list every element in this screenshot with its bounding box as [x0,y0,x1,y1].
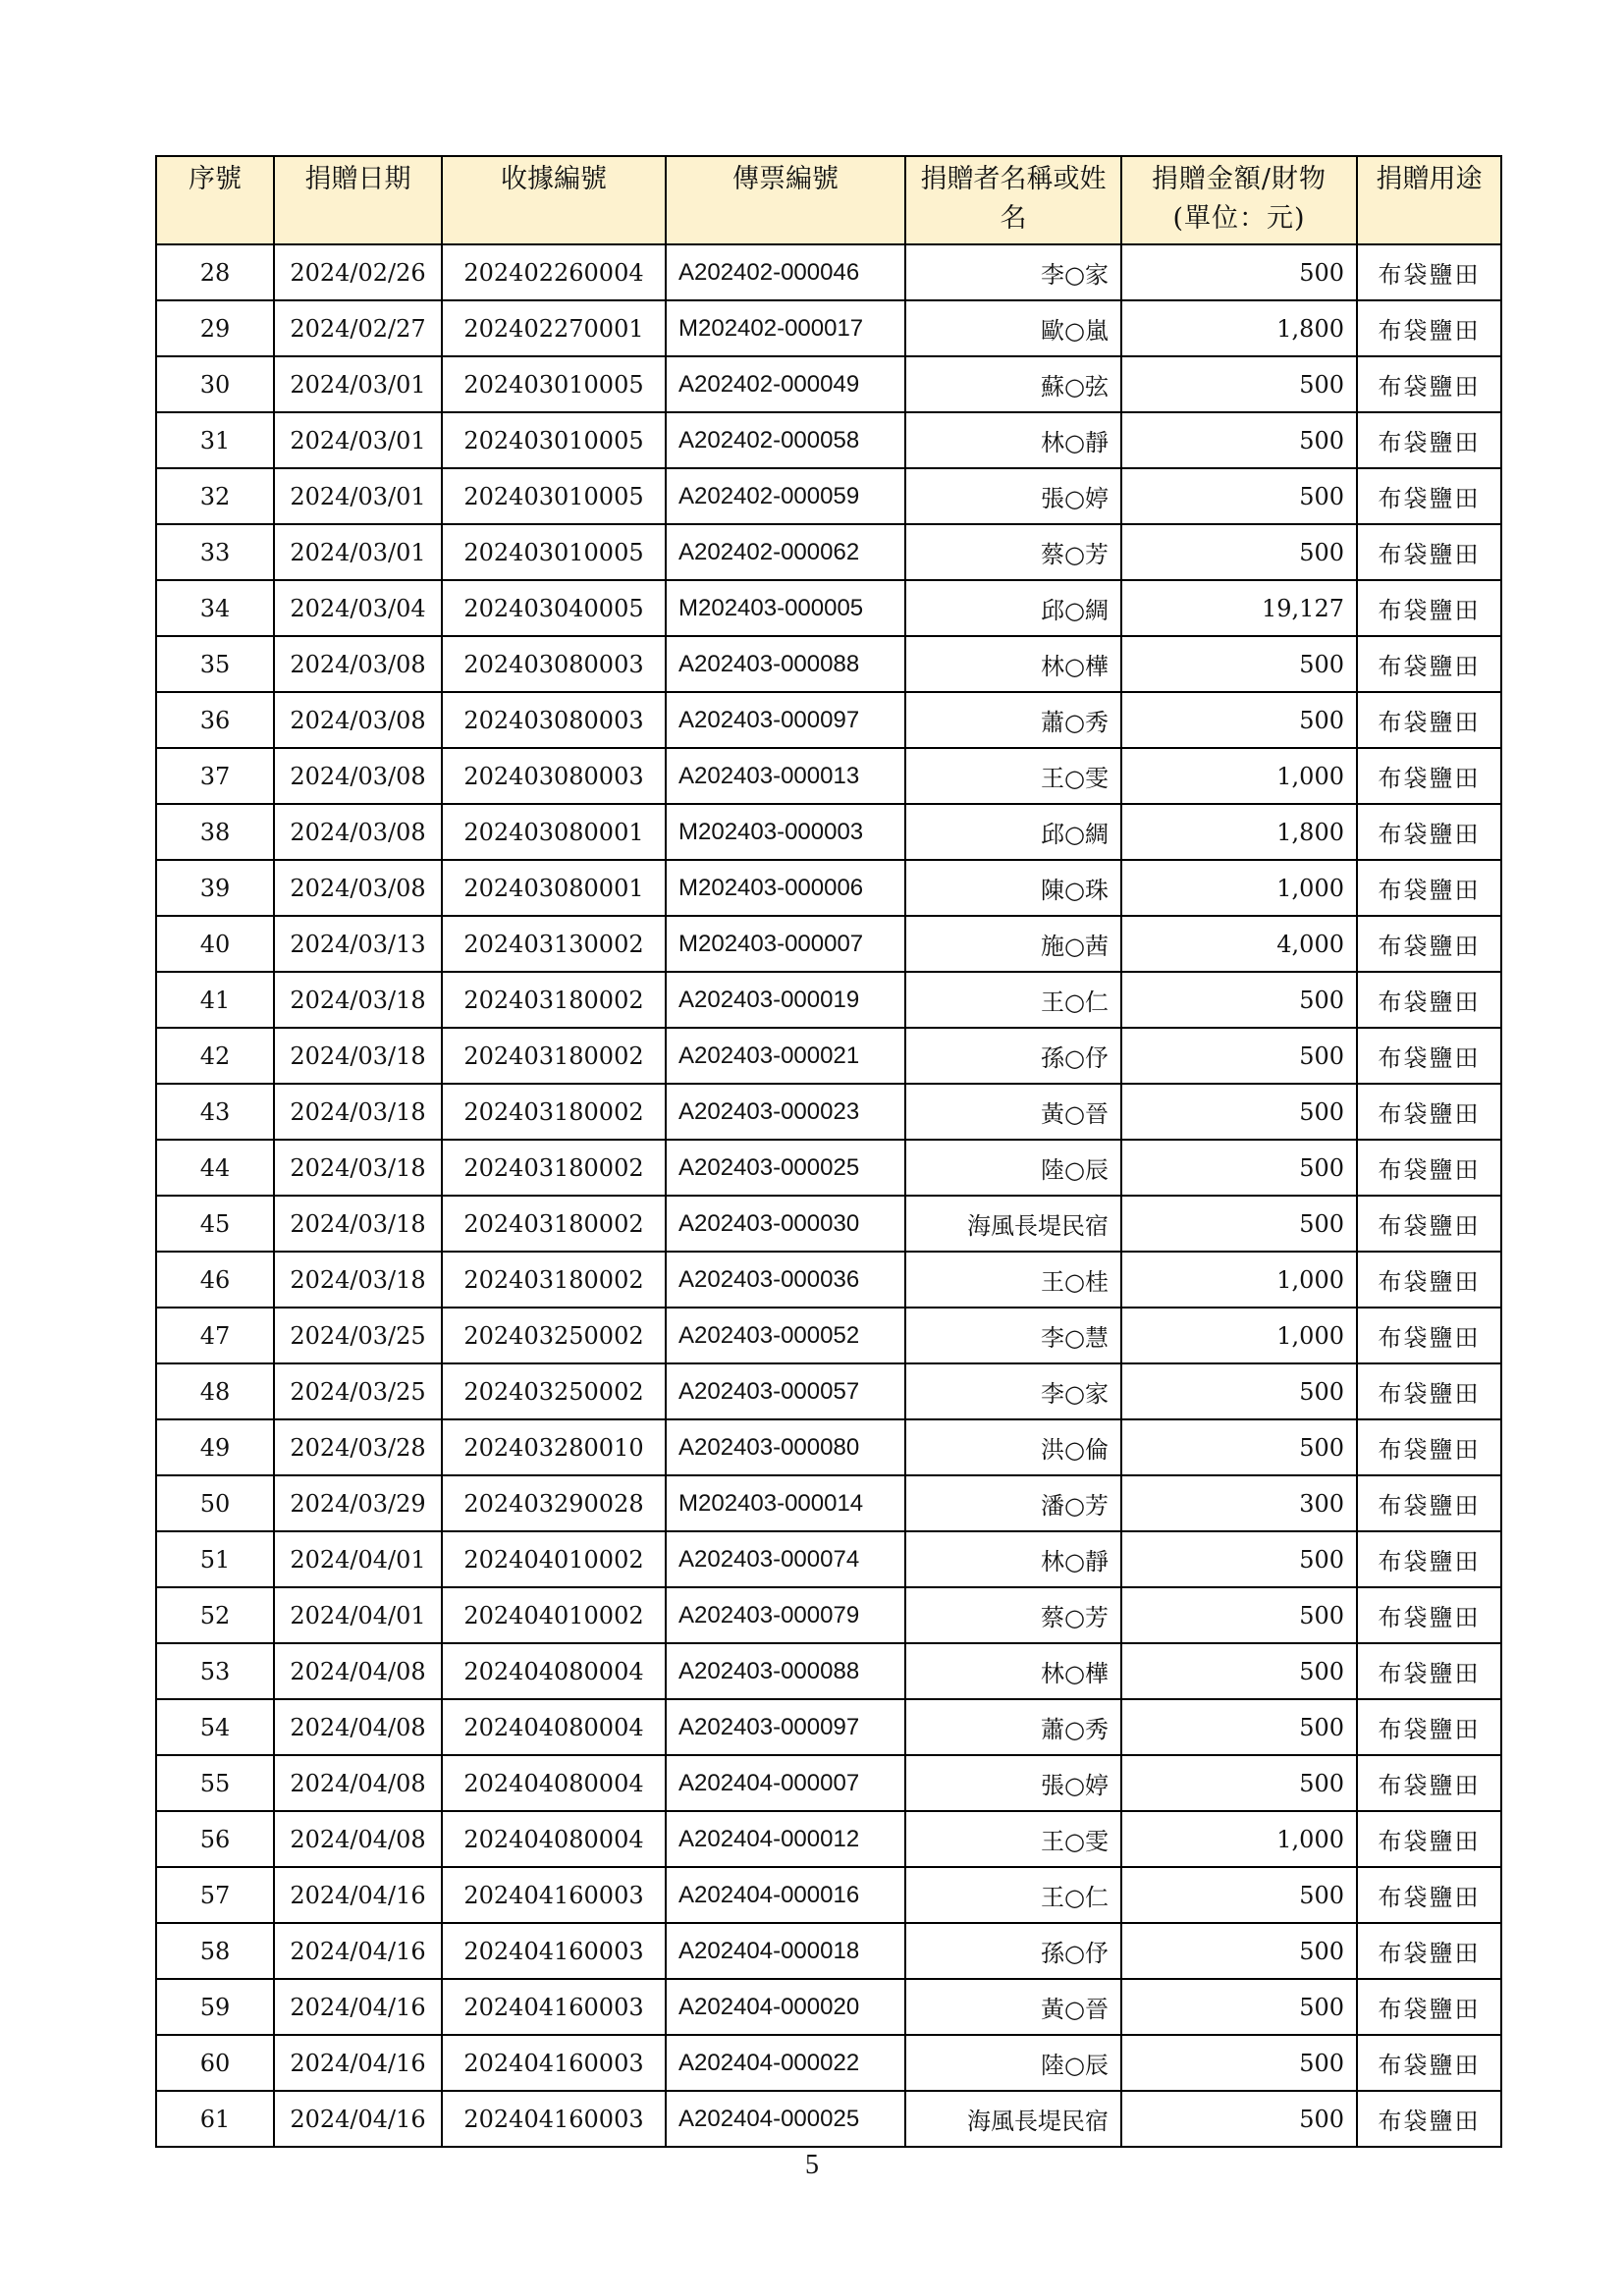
cell-receipt-number: 202403180002 [442,1252,666,1308]
cell-voucher-number: A202403-000088 [666,636,905,692]
cell-seq: 38 [156,804,274,860]
cell-receipt-number: 202403080001 [442,804,666,860]
cell-amount: 500 [1121,468,1357,524]
cell-usage: 布袋鹽田 [1357,804,1501,860]
table-row [156,1196,1501,1252]
table-row [156,1308,1501,1363]
cell-seq: 33 [156,524,274,580]
cell-seq: 29 [156,300,274,356]
cell-date: 2024/03/28 [274,1419,442,1475]
cell-usage: 布袋鹽田 [1357,1475,1501,1531]
cell-date: 2024/04/08 [274,1699,442,1755]
cell-voucher-number: M202403-000005 [666,580,905,636]
cell-voucher-number: A202404-000020 [666,1979,905,2035]
cell-voucher-number: A202403-000074 [666,1531,905,1587]
cell-date: 2024/02/26 [274,244,442,300]
cell-amount: 500 [1121,244,1357,300]
cell-date: 2024/04/16 [274,1923,442,1979]
donation-table [155,155,1502,2148]
table-row [156,300,1501,356]
table-row [156,580,1501,636]
cell-receipt-number: 202404160003 [442,1979,666,2035]
cell-voucher-number: A202404-000025 [666,2091,905,2147]
cell-seq: 47 [156,1308,274,1363]
header-voucher-number: 傳票編號 [666,156,905,244]
cell-receipt-number: 202403180002 [442,1028,666,1084]
cell-amount: 500 [1121,524,1357,580]
cell-seq: 42 [156,1028,274,1084]
cell-donor-name: 海風長堤民宿 [905,2091,1121,2147]
cell-seq: 41 [156,972,274,1028]
cell-amount: 500 [1121,1084,1357,1140]
cell-amount: 4,000 [1121,916,1357,972]
table-row [156,1475,1501,1531]
cell-seq: 37 [156,748,274,804]
table-row [156,2091,1501,2147]
table-row [156,1028,1501,1084]
table-row [156,636,1501,692]
cell-amount: 500 [1121,636,1357,692]
cell-receipt-number: 202403250002 [442,1308,666,1363]
table-row [156,1252,1501,1308]
cell-date: 2024/04/16 [274,1979,442,2035]
table-row [156,804,1501,860]
cell-receipt-number: 202402260004 [442,244,666,300]
cell-donor-name: 張○婷 [905,468,1121,524]
cell-donor-name: 潘○芳 [905,1475,1121,1531]
cell-usage: 布袋鹽田 [1357,1084,1501,1140]
cell-usage: 布袋鹽田 [1357,1867,1501,1923]
cell-usage: 布袋鹽田 [1357,580,1501,636]
cell-amount: 1,000 [1121,1811,1357,1867]
cell-seq: 48 [156,1363,274,1419]
cell-date: 2024/03/08 [274,636,442,692]
cell-amount: 500 [1121,692,1357,748]
cell-receipt-number: 202403010005 [442,524,666,580]
cell-usage: 布袋鹽田 [1357,1587,1501,1643]
cell-receipt-number: 202404160003 [442,2091,666,2147]
cell-usage: 布袋鹽田 [1357,860,1501,916]
cell-date: 2024/03/01 [274,412,442,468]
cell-donor-name: 施○茜 [905,916,1121,972]
cell-seq: 44 [156,1140,274,1196]
cell-donor-name: 海風長堤民宿 [905,1196,1121,1252]
cell-date: 2024/03/08 [274,804,442,860]
cell-voucher-number: A202402-000046 [666,244,905,300]
cell-usage: 布袋鹽田 [1357,412,1501,468]
cell-donor-name: 陳○珠 [905,860,1121,916]
cell-usage: 布袋鹽田 [1357,748,1501,804]
cell-donor-name: 邱○綢 [905,580,1121,636]
cell-receipt-number: 202404010002 [442,1587,666,1643]
cell-seq: 54 [156,1699,274,1755]
cell-usage: 布袋鹽田 [1357,1363,1501,1419]
cell-seq: 43 [156,1084,274,1140]
cell-amount: 1,800 [1121,804,1357,860]
table-row [156,1755,1501,1811]
cell-donor-name: 黃○晉 [905,1084,1121,1140]
cell-amount: 500 [1121,1755,1357,1811]
table-row [156,1419,1501,1475]
header-donor-name: 捐贈者名稱或姓名 [905,156,1121,244]
table-row [156,1699,1501,1755]
cell-donor-name: 歐○嵐 [905,300,1121,356]
cell-receipt-number: 202403080001 [442,860,666,916]
cell-seq: 52 [156,1587,274,1643]
cell-seq: 35 [156,636,274,692]
cell-seq: 32 [156,468,274,524]
cell-date: 2024/03/04 [274,580,442,636]
cell-voucher-number: A202403-000025 [666,1140,905,1196]
cell-donor-name: 李○家 [905,244,1121,300]
cell-date: 2024/03/29 [274,1475,442,1531]
cell-usage: 布袋鹽田 [1357,468,1501,524]
cell-donor-name: 李○家 [905,1363,1121,1419]
cell-seq: 31 [156,412,274,468]
cell-amount: 500 [1121,972,1357,1028]
cell-amount: 500 [1121,1140,1357,1196]
cell-voucher-number: A202403-000021 [666,1028,905,1084]
cell-receipt-number: 202403010005 [442,468,666,524]
cell-voucher-number: A202403-000023 [666,1084,905,1140]
cell-usage: 布袋鹽田 [1357,1196,1501,1252]
cell-date: 2024/04/16 [274,2091,442,2147]
cell-receipt-number: 202404160003 [442,1867,666,1923]
cell-receipt-number: 202403040005 [442,580,666,636]
cell-seq: 58 [156,1923,274,1979]
cell-usage: 布袋鹽田 [1357,356,1501,412]
table-row [156,524,1501,580]
cell-seq: 34 [156,580,274,636]
cell-date: 2024/03/18 [274,1252,442,1308]
cell-date: 2024/04/08 [274,1755,442,1811]
cell-voucher-number: A202403-000036 [666,1252,905,1308]
cell-donor-name: 張○婷 [905,1755,1121,1811]
cell-voucher-number: A202404-000007 [666,1755,905,1811]
cell-receipt-number: 202404080004 [442,1811,666,1867]
cell-date: 2024/03/01 [274,468,442,524]
cell-usage: 布袋鹽田 [1357,2035,1501,2091]
cell-amount: 500 [1121,1419,1357,1475]
cell-donor-name: 林○樺 [905,1643,1121,1699]
table-row [156,1084,1501,1140]
header-amount: 捐贈金額/財物(單位：元) [1121,156,1357,244]
table-header [156,156,1501,244]
cell-donor-name: 王○雯 [905,1811,1121,1867]
cell-receipt-number: 202403010005 [442,412,666,468]
cell-donor-name: 林○靜 [905,412,1121,468]
cell-amount: 300 [1121,1475,1357,1531]
cell-receipt-number: 202403010005 [442,356,666,412]
cell-voucher-number: A202403-000019 [666,972,905,1028]
cell-receipt-number: 202403080003 [442,692,666,748]
cell-date: 2024/03/18 [274,1140,442,1196]
cell-donor-name: 蕭○秀 [905,692,1121,748]
cell-usage: 布袋鹽田 [1357,2091,1501,2147]
cell-voucher-number: A202403-000057 [666,1363,905,1419]
cell-usage: 布袋鹽田 [1357,300,1501,356]
cell-date: 2024/04/16 [274,1867,442,1923]
table-row [156,972,1501,1028]
cell-donor-name: 李○慧 [905,1308,1121,1363]
cell-date: 2024/04/01 [274,1531,442,1587]
cell-seq: 28 [156,244,274,300]
cell-usage: 布袋鹽田 [1357,244,1501,300]
cell-usage: 布袋鹽田 [1357,972,1501,1028]
cell-donor-name: 洪○倫 [905,1419,1121,1475]
header-date: 捐贈日期 [274,156,442,244]
cell-receipt-number: 202403180002 [442,972,666,1028]
cell-amount: 1,000 [1121,748,1357,804]
cell-date: 2024/03/18 [274,1028,442,1084]
cell-usage: 布袋鹽田 [1357,524,1501,580]
cell-receipt-number: 202403080003 [442,748,666,804]
cell-amount: 500 [1121,1363,1357,1419]
cell-seq: 45 [156,1196,274,1252]
cell-voucher-number: A202403-000079 [666,1587,905,1643]
table-row [156,1811,1501,1867]
table-row [156,1979,1501,2035]
cell-donor-name: 蔡○芳 [905,1587,1121,1643]
cell-amount: 500 [1121,2035,1357,2091]
header-usage: 捐贈用途 [1357,156,1501,244]
table-row [156,1587,1501,1643]
cell-voucher-number: A202404-000012 [666,1811,905,1867]
cell-receipt-number: 202404080004 [442,1755,666,1811]
cell-receipt-number: 202404080004 [442,1643,666,1699]
cell-usage: 布袋鹽田 [1357,1643,1501,1699]
table-row [156,1923,1501,1979]
cell-amount: 500 [1121,412,1357,468]
cell-voucher-number: A202404-000018 [666,1923,905,1979]
cell-amount: 500 [1121,356,1357,412]
cell-seq: 40 [156,916,274,972]
cell-voucher-number: M202403-000003 [666,804,905,860]
cell-date: 2024/03/08 [274,692,442,748]
cell-seq: 61 [156,2091,274,2147]
cell-voucher-number: M202402-000017 [666,300,905,356]
table-row [156,356,1501,412]
page-number: 5 [805,2150,819,2180]
cell-usage: 布袋鹽田 [1357,1755,1501,1811]
cell-donor-name: 蘇○弦 [905,356,1121,412]
cell-seq: 60 [156,2035,274,2091]
cell-donor-name: 林○靜 [905,1531,1121,1587]
cell-receipt-number: 202404160003 [442,2035,666,2091]
cell-receipt-number: 202403180002 [442,1196,666,1252]
cell-date: 2024/04/16 [274,2035,442,2091]
cell-donor-name: 黃○晉 [905,1979,1121,2035]
cell-date: 2024/03/08 [274,748,442,804]
cell-seq: 39 [156,860,274,916]
cell-usage: 布袋鹽田 [1357,1699,1501,1755]
cell-amount: 19,127 [1121,580,1357,636]
cell-receipt-number: 202403180002 [442,1084,666,1140]
cell-date: 2024/04/08 [274,1643,442,1699]
cell-usage: 布袋鹽田 [1357,1531,1501,1587]
cell-usage: 布袋鹽田 [1357,1028,1501,1084]
cell-amount: 500 [1121,1587,1357,1643]
cell-donor-name: 王○仁 [905,972,1121,1028]
cell-usage: 布袋鹽田 [1357,1419,1501,1475]
cell-donor-name: 王○仁 [905,1867,1121,1923]
cell-date: 2024/04/01 [274,1587,442,1643]
header-seq: 序號 [156,156,274,244]
cell-voucher-number: A202403-000097 [666,692,905,748]
cell-date: 2024/03/25 [274,1308,442,1363]
cell-receipt-number: 202402270001 [442,300,666,356]
cell-usage: 布袋鹽田 [1357,1811,1501,1867]
cell-donor-name: 王○桂 [905,1252,1121,1308]
cell-voucher-number: A202402-000058 [666,412,905,468]
cell-usage: 布袋鹽田 [1357,1252,1501,1308]
cell-seq: 55 [156,1755,274,1811]
cell-receipt-number: 202403280010 [442,1419,666,1475]
cell-voucher-number: A202402-000049 [666,356,905,412]
cell-usage: 布袋鹽田 [1357,916,1501,972]
cell-date: 2024/03/08 [274,860,442,916]
cell-receipt-number: 202403250002 [442,1363,666,1419]
cell-usage: 布袋鹽田 [1357,692,1501,748]
cell-amount: 500 [1121,1196,1357,1252]
cell-voucher-number: A202402-000059 [666,468,905,524]
cell-date: 2024/03/13 [274,916,442,972]
table-row [156,2035,1501,2091]
cell-seq: 56 [156,1811,274,1867]
cell-donor-name: 蕭○秀 [905,1699,1121,1755]
cell-voucher-number: A202404-000016 [666,1867,905,1923]
cell-date: 2024/03/01 [274,524,442,580]
cell-voucher-number: A202402-000062 [666,524,905,580]
cell-seq: 50 [156,1475,274,1531]
cell-voucher-number: A202403-000013 [666,748,905,804]
table-row [156,1140,1501,1196]
cell-voucher-number: A202403-000088 [666,1643,905,1699]
cell-date: 2024/02/27 [274,300,442,356]
cell-voucher-number: A202403-000097 [666,1699,905,1755]
table-row [156,1363,1501,1419]
cell-donor-name: 陸○辰 [905,2035,1121,2091]
cell-voucher-number: M202403-000014 [666,1475,905,1531]
cell-seq: 53 [156,1643,274,1699]
table-row [156,1531,1501,1587]
cell-voucher-number: A202403-000030 [666,1196,905,1252]
cell-amount: 500 [1121,1643,1357,1699]
cell-donor-name: 邱○綢 [905,804,1121,860]
cell-amount: 500 [1121,1699,1357,1755]
cell-donor-name: 孫○伃 [905,1028,1121,1084]
header-receipt-number: 收據編號 [442,156,666,244]
table-row [156,692,1501,748]
cell-amount: 500 [1121,1923,1357,1979]
table-row [156,468,1501,524]
header-row [156,156,1501,244]
cell-receipt-number: 202403130002 [442,916,666,972]
cell-amount: 500 [1121,1531,1357,1587]
cell-amount: 1,000 [1121,1252,1357,1308]
cell-amount: 500 [1121,1028,1357,1084]
cell-donor-name: 孫○伃 [905,1923,1121,1979]
cell-date: 2024/03/01 [274,356,442,412]
cell-seq: 59 [156,1979,274,2035]
cell-seq: 57 [156,1867,274,1923]
cell-seq: 49 [156,1419,274,1475]
cell-date: 2024/03/25 [274,1363,442,1419]
table-row [156,1867,1501,1923]
cell-amount: 1,800 [1121,300,1357,356]
cell-donor-name: 王○雯 [905,748,1121,804]
table-row [156,916,1501,972]
cell-date: 2024/03/18 [274,972,442,1028]
cell-amount: 500 [1121,1867,1357,1923]
cell-seq: 36 [156,692,274,748]
cell-donor-name: 林○樺 [905,636,1121,692]
cell-date: 2024/03/18 [274,1196,442,1252]
cell-voucher-number: M202403-000006 [666,860,905,916]
cell-usage: 布袋鹽田 [1357,1979,1501,2035]
cell-donor-name: 陸○辰 [905,1140,1121,1196]
cell-amount: 500 [1121,1979,1357,2035]
cell-voucher-number: A202403-000052 [666,1308,905,1363]
cell-voucher-number: M202403-000007 [666,916,905,972]
table-row [156,244,1501,300]
cell-date: 2024/04/08 [274,1811,442,1867]
cell-receipt-number: 202403080003 [442,636,666,692]
cell-amount: 500 [1121,2091,1357,2147]
table-row [156,412,1501,468]
cell-receipt-number: 202404160003 [442,1923,666,1979]
table-row [156,860,1501,916]
table-row [156,748,1501,804]
cell-receipt-number: 202403290028 [442,1475,666,1531]
cell-usage: 布袋鹽田 [1357,1140,1501,1196]
cell-seq: 46 [156,1252,274,1308]
cell-seq: 30 [156,356,274,412]
cell-receipt-number: 202404080004 [442,1699,666,1755]
cell-voucher-number: A202404-000022 [666,2035,905,2091]
cell-seq: 51 [156,1531,274,1587]
cell-usage: 布袋鹽田 [1357,1923,1501,1979]
cell-amount: 1,000 [1121,1308,1357,1363]
cell-donor-name: 蔡○芳 [905,524,1121,580]
cell-usage: 布袋鹽田 [1357,1308,1501,1363]
cell-receipt-number: 202404010002 [442,1531,666,1587]
cell-voucher-number: A202403-000080 [666,1419,905,1475]
cell-amount: 1,000 [1121,860,1357,916]
cell-date: 2024/03/18 [274,1084,442,1140]
cell-receipt-number: 202403180002 [442,1140,666,1196]
table-body [156,244,1501,2147]
table-row [156,1643,1501,1699]
cell-usage: 布袋鹽田 [1357,636,1501,692]
